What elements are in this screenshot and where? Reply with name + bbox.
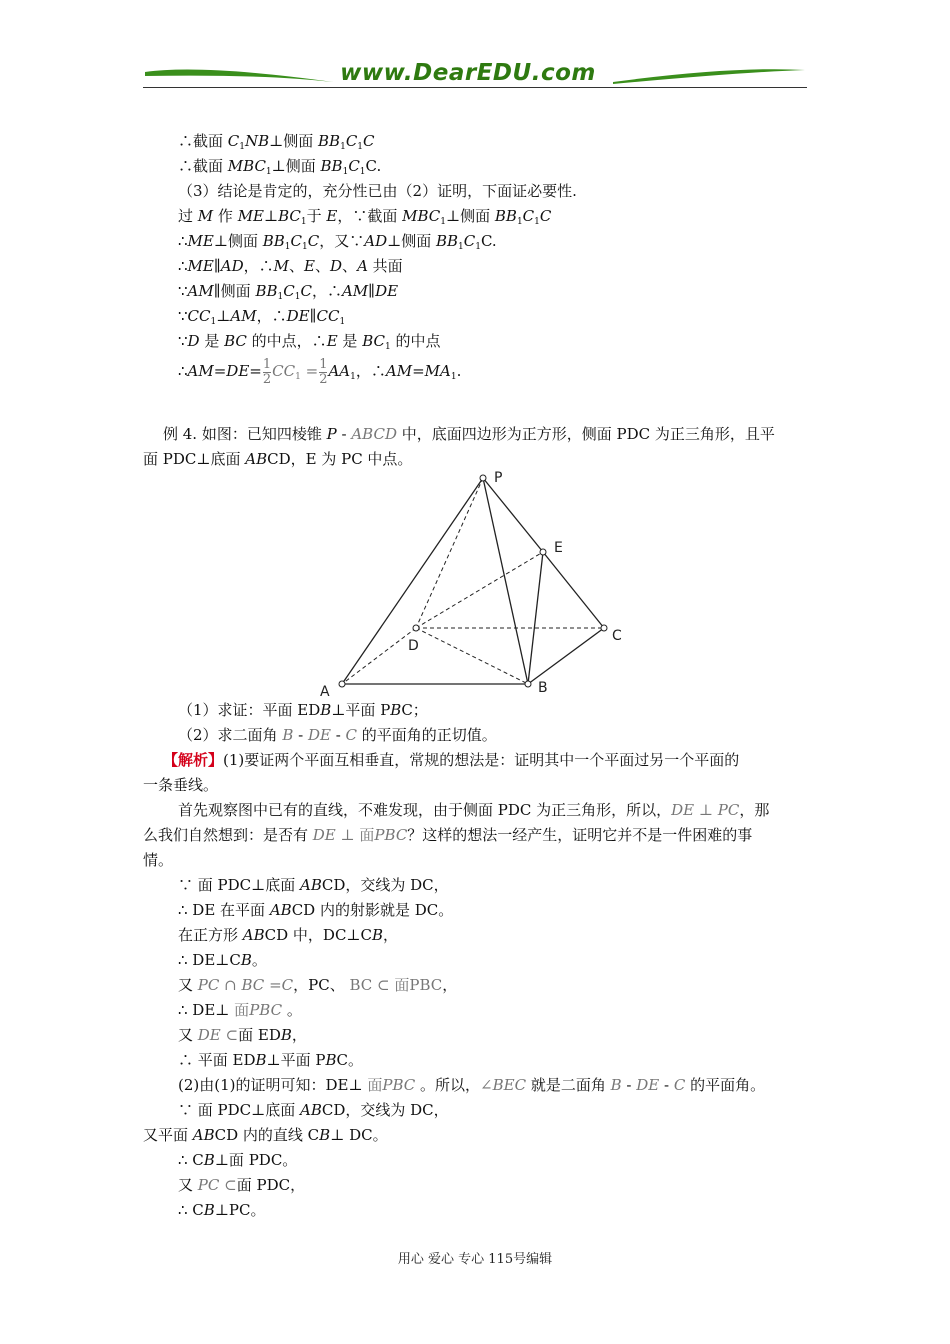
edge-DA: [342, 628, 416, 684]
solution-para-1a: 【解析】(1)要证两个平面互相垂直，常规的想法是：证明其中一个平面过另一个平面的: [163, 751, 740, 769]
question-2: （2）求二面角 B - DE - C 的平面角的正切值。: [178, 726, 497, 744]
pyramid-figure: [310, 470, 630, 700]
step-5: 又 PC ∩ BC =C，PC、 BC ⊂ 面PBC，: [178, 976, 458, 994]
proof-line-8: $\because CC_1\perp AM$，$\therefore DE\parallel CC_1$: [178, 307, 346, 327]
proof-line-4: 过 M 作 $ME\perp BC_1$于 E，∵截面 $MBC_1\perp$侧面 $BB_1C_1C$: [178, 207, 552, 227]
proof-line-10: ∴AM=DE= $\frac{1}{2}$ $CC_1$ = $\frac{1}{2}$ $AA_1$，$\therefore AM=MA_1$.: [178, 356, 462, 387]
step-2: ∴ DE 在平面 ABCD 内的射影就是 DC。: [178, 901, 454, 919]
step-11: ∴ CB⊥面 PDC。: [178, 1151, 298, 1169]
left-swoosh: [145, 70, 333, 82]
solution-tag: 【解析】: [163, 751, 224, 769]
step-13: ∴ CB⊥PC。: [178, 1201, 266, 1219]
header-rule: [143, 87, 807, 88]
point-D: [413, 625, 419, 631]
step-9: ∵ 面 PDC⊥底面 ABCD，交线为 DC，: [178, 1101, 449, 1119]
solution-para-1b: 一条垂线。: [143, 776, 219, 794]
label-C: C: [612, 628, 622, 644]
step-6: ∴ DE⊥ 面PBC 。: [178, 1001, 302, 1019]
step-4: ∴ DE⊥CB。: [178, 951, 267, 969]
edge-EB: [528, 552, 543, 684]
point-A: [339, 681, 345, 687]
proof-line-2: ∴截面 $MBC_1\perp$侧面 $BB_1C_1C$.: [178, 157, 382, 177]
edge-PE: [483, 478, 543, 552]
point-E: [540, 549, 546, 555]
proof-line-9: ∵D 是 BC 的中点，∴E 是 $BC_1$ 的中点: [178, 332, 441, 352]
example-intro-2: 面 PDC⊥底面 ABCD，E 为 PC 中点。: [143, 450, 413, 468]
proof-line-7: ∵AM∥侧面 $BB_1C_1C$，∴AM∥DE: [178, 282, 399, 302]
point-B: [525, 681, 531, 687]
label-B: B: [538, 680, 548, 696]
label-A: A: [320, 684, 330, 700]
point-C: [601, 625, 607, 631]
proof-line-1: ∴截面 $C_1NB\perp$侧面 $BB_1C_1C$: [178, 132, 375, 152]
point-P: [480, 475, 486, 481]
edge-DB: [416, 628, 528, 684]
label-P: P: [494, 470, 503, 486]
edge-PD: [416, 478, 483, 628]
example-intro-1: 例 4. 如图：已知四棱锥 P - ABCD 中，底面四边形为正方形，侧面 PDC 为正三角形，且平: [163, 425, 775, 443]
edge-PB: [483, 478, 528, 684]
edge-DE: [416, 552, 543, 628]
label-E: E: [554, 540, 563, 556]
solution-para-3: (2)由(1)的证明可知：DE⊥ 面PBC 。所以，∠BEC 就是二面角 B - DE - C 的平面角。: [178, 1076, 766, 1094]
step-12: 又 PC ⊂面 PDC，: [178, 1176, 306, 1194]
page-footer: 用心 爱心 专心 115号编辑: [397, 1252, 553, 1267]
solution-para-2b: 么我们自然想到：是否有 DE ⊥ 面PBC？这样的想法一经产生，证明它并不是一件困难的事: [143, 826, 753, 844]
label-D: D: [408, 638, 419, 654]
solution-para-2c: 情。: [143, 851, 174, 869]
question-1: （1）求证：平面 EDB⊥平面 PBC；: [178, 701, 428, 719]
step-1: ∵ 面 PDC⊥底面 ABCD，交线为 DC，: [178, 876, 449, 894]
proof-line-5: ∴ME⊥侧面 $BB_1C_1C$，又∵AD⊥侧面 $BB_1C_1C$.: [178, 232, 497, 252]
edge-BC: [528, 628, 604, 684]
proof-line-6: ∴ME∥AD，∴M、E、D、A 共面: [178, 257, 403, 275]
step-10: 又平面 ABCD 内的直线 CB⊥ DC。: [143, 1126, 388, 1144]
solution-para-2a: 首先观察图中已有的直线，不难发现，由于侧面 PDC 为正三角形，所以，DE ⊥ PC，那: [178, 801, 770, 819]
right-swoosh: [613, 69, 805, 84]
step-3: 在正方形 ABCD 中，DC⊥CB，: [178, 926, 399, 944]
edge-EC: [543, 552, 604, 628]
step-8: ∴ 平面 EDB⊥平面 PBC。: [178, 1051, 364, 1069]
step-7: 又 DE ⊂面 EDB，: [178, 1026, 307, 1044]
proof-line-3: （3）结论是肯定的，充分性已由（2）证明，下面证必要性.: [178, 182, 577, 200]
site-title: www.DearEDU.com: [340, 60, 596, 86]
